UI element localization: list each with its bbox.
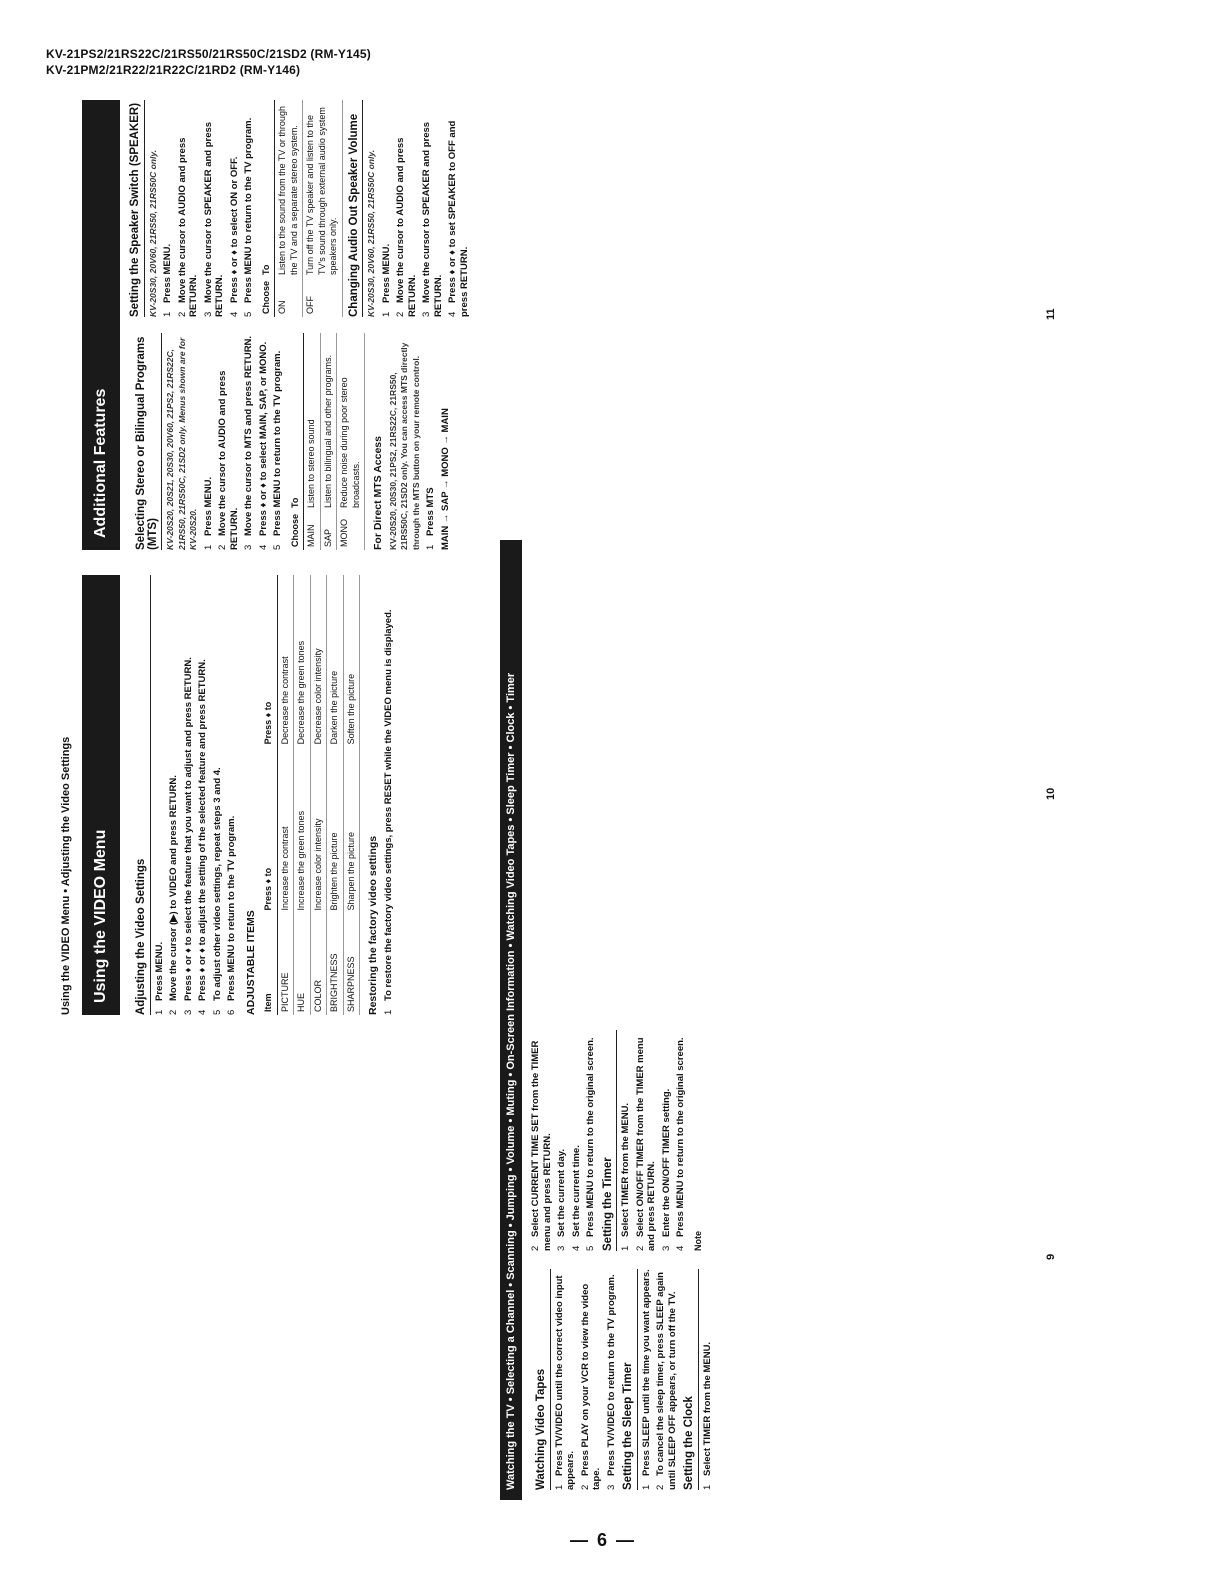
- speaker-table: [259, 100, 343, 317]
- table-header: Choose: [259, 278, 275, 317]
- table-cell: Decrease color intensity: [310, 575, 327, 747]
- table-cell: PICTURE: [277, 914, 294, 1016]
- sleep-title: Setting the Sleep Timer: [623, 1269, 638, 1490]
- table-cell: Decrease the contrast: [277, 575, 294, 747]
- restore-step-1: To restore the factory video settings, press RESET while the VIDEO menu is displayed.: [382, 609, 394, 1001]
- mts-cycle: MAIN → SAP → MONO → MAIN: [439, 408, 451, 550]
- adjustable-items-table: [261, 575, 360, 1015]
- header-line-2: KV-21PM2/21R22/21R22C/21RD2 (RM-Y146): [46, 63, 301, 77]
- page10-banner: Using the VIDEO Menu: [82, 575, 120, 1015]
- rotated-spread: [60, 90, 1060, 1500]
- table-cell: SAP: [320, 511, 337, 550]
- direct-mts-step-1: Press MTS: [425, 487, 436, 536]
- table-row: [310, 575, 327, 1015]
- volume-step-3: Move the cursor to SPEAKER and press RETURN.: [421, 121, 444, 317]
- video-step-3: Press ♦ or ♦ to select the feature that you want to adjust and press RETURN.: [182, 657, 194, 1001]
- page11-content: Selecting Stereo or Bilingual Programs (MTS) KV-20S20, 20S21, 20S30, 20V60, 21PS2, 21RS22C, 21RS50, 21RS50C, 21SD2 only. Menus shown are for KV-20S20. 1Press MENU. 2Move the cursor to AUDIO and press RETURN. 3Move the cursor to MTS and press RETURN. 4Press ♦ or ♦ to select MAIN, SAP, or MONO. 5Press MENU to return to the TV program. Choose To MAIN Listen to stereo sound SAP Listen to bilingual and other programs. MONO Reduce noise during poor stereo broadcasts. For Direct MTS Access KV-20S20, 20S30, 21PS2, 21RS22C, 21RS50, 21RS50C, 21SD2 only. You can access MTS directly through the MTS button on your remote control. 1Press MTS MAIN → SAP → MONO → MAIN Setting the Speaker Switch (SPEAKER) KV-20S30, 20V60, 21RS50, 21RS50C only. 1Press MENU. 2Move the cursor to AUDIO and press RETURN. 3Move the cursor to SPEAKER and press RETURN. 4Press ♦ or ♦ to select ON or OFF. 5Press MENU to return to the TV program. Choose To ON Listen to the sound from the TV or through the TV and a separate stereo system. OFF Turn off the TV speaker and listen to the TV's sound through external audio system speakers only. Changing Audio Out Speaker Volume KV-20S30, 20V60, 21RS50, 21RS50C only. 1Press MENU. 2Move the cursor to AUDIO and press RETURN. 3Move the cursor to SPEAKER and press RETURN. 4Press ♦ or ♦ to set SPEAKER to OFF and press RETURN.: [130, 100, 1030, 550]
- table-row: [277, 575, 294, 1015]
- table-row: [320, 333, 337, 550]
- table-row: [327, 575, 344, 1015]
- page10-breadcrumb: Using the VIDEO Menu • Adjusting the Video Settings: [60, 736, 72, 1015]
- table-header: To: [259, 100, 275, 278]
- clock-step-5: Press MENU to return to the original screen.: [585, 1037, 596, 1237]
- table-header: To: [288, 333, 304, 511]
- tapes-step-3: Press TV/VIDEO to return to the TV program.: [605, 1274, 617, 1476]
- page10-number: 10: [1045, 787, 1057, 800]
- table-cell: Listen to the sound from the TV or through the TV and a separate stereo system.: [275, 100, 303, 278]
- table-header: Press ♦ to: [261, 747, 277, 913]
- video-step-5: To adjust other video settings, repeat steps 3 and 4.: [211, 767, 223, 1001]
- mts-step-1: Press MENU.: [202, 476, 214, 536]
- table-cell: Soften the picture: [343, 575, 360, 747]
- video-step-1: Press MENU.: [153, 941, 165, 1001]
- table-cell: Turn off the TV speaker and listen to the TV's sound through external audio system speakers only.: [303, 100, 343, 278]
- timer-step-4: Press MENU to return to the original screen.: [675, 1037, 686, 1237]
- table-row: [294, 575, 311, 1015]
- timer-step-1: Select TIMER from the MENU.: [620, 1102, 631, 1237]
- table-row: [275, 100, 303, 317]
- clock-title: Setting the Clock: [684, 1269, 699, 1490]
- mts-step-5: Press MENU to return to the TV program.: [272, 350, 283, 536]
- speaker-models: KV-20S30, 20V60, 21RS50, 21RS50C only.: [147, 149, 158, 317]
- volume-step-1: Press MENU.: [380, 243, 392, 303]
- table-cell: BRIGHTNESS: [327, 914, 344, 1016]
- header-line-1: KV-21PS2/21RS22C/21RS50/21RS50C/21SD2 (RM-Y145): [46, 47, 371, 61]
- page-footer: — 6 —: [570, 1530, 637, 1550]
- speaker-step-2: Move the cursor to AUDIO and press RETURN.: [176, 137, 199, 317]
- page9-note: Note: [692, 1231, 703, 1251]
- table-cell: Decrease the green tones: [294, 575, 311, 747]
- page9-content: Watching Video Tapes 1Press TV/VIDEO until the correct video input appears. 2Press PLAY on your VCR to view the video tape. 3Press TV/VIDEO to return to the TV program. Setting the Sleep Timer 1Press SLEEP until the time you want appears. 2To cancel the sleep timer, press SLEEP again until SLEEP OFF appears, or turn off the TV. Setting the Clock 1Select TIMER from the MENU. 2Select CURRENT TIME SET from the TIMER menu and press RETURN. 3Set the current day. 4Set the current time. 5Press MENU to return to the original screen. Setting the Timer 1Select TIMER from the MENU. 2Select ON/OFF TIMER from the TIMER menu and press RETURN. 3Enter the ON/OFF TIMER setting. 4Press MENU to return to the original screen. Note: [530, 1030, 1050, 1490]
- table-header: Press ♦ to: [261, 575, 277, 747]
- table-header: Choose: [288, 511, 304, 550]
- volume-step-4: Press ♦ or ♦ to set SPEAKER to OFF and press RETURN.: [447, 120, 470, 317]
- timer-step-2: Select ON/OFF TIMER from the TIMER menu and press RETURN.: [634, 1037, 657, 1251]
- table-cell: Brighten the picture: [327, 747, 344, 913]
- clock-step-2: Select CURRENT TIME SET from the TIMER menu and press RETURN.: [530, 1040, 553, 1251]
- direct-mts-models: KV-20S20, 20S30, 21PS2, 21RS22C, 21RS50, 21RS50C, 21SD2 only. You can access MTS directly through the MTS button on your remote control.: [387, 342, 421, 550]
- clock-step-4: Set the current time.: [570, 1145, 582, 1237]
- mts-step-2: Move the cursor to AUDIO and press RETURN.: [217, 370, 240, 550]
- table-cell: Reduce noise during poor stereo broadcasts.: [337, 333, 365, 511]
- clock-step-3: Set the current day.: [556, 1149, 567, 1237]
- sleep-step-1: Press SLEEP until the time you want appears.: [640, 1269, 652, 1476]
- table-row: [304, 333, 321, 550]
- mts-title: Selecting Stereo or Bilingual Programs (MTS): [136, 333, 162, 550]
- table-cell: ON: [275, 278, 303, 317]
- table-cell: SHARPNESS: [343, 914, 360, 1016]
- timer-title: Setting the Timer: [603, 1030, 618, 1251]
- mts-step-3: Move the cursor to MTS and press RETURN.: [243, 335, 254, 536]
- document-header: [46, 46, 371, 78]
- direct-mts-title: For Direct MTS Access: [372, 436, 384, 550]
- table-cell: OFF: [303, 278, 343, 317]
- page9-number: 9: [1045, 1253, 1057, 1260]
- table-cell: Increase the contrast: [277, 747, 294, 913]
- table-cell: Listen to stereo sound: [304, 333, 321, 511]
- speaker-step-3: Move the cursor to SPEAKER and press RETURN.: [202, 121, 225, 317]
- table-cell: MONO: [337, 511, 365, 550]
- tapes-step-1: Press TV/VIDEO until the correct video input appears.: [553, 1275, 576, 1490]
- table-cell: Listen to bilingual and other programs.: [320, 333, 337, 511]
- video-step-2: Move the cursor (▶) to VIDEO and press RETURN.: [168, 775, 179, 1001]
- video-step-6: Press MENU to return to the TV program.: [226, 815, 237, 1001]
- table-cell: COLOR: [310, 914, 327, 1016]
- mts-table: [288, 333, 366, 550]
- table-cell: MAIN: [304, 511, 321, 550]
- table-cell: Increase color intensity: [310, 747, 327, 913]
- speaker-step-1: Press MENU.: [162, 243, 173, 303]
- tapes-step-2: Press PLAY on your VCR to view the video tape.: [579, 1283, 602, 1490]
- table-cell: HUE: [294, 914, 311, 1016]
- mts-models: KV-20S20, 20S21, 20S30, 20V60, 21PS2, 21RS22C, 21RS50, 21RS50C, 21SD2 only. Menus shown are for KV-20S20.: [165, 337, 198, 550]
- table-cell: Increase the green tones: [294, 747, 311, 913]
- tapes-title: Watching Video Tapes: [536, 1269, 551, 1490]
- clock-step-1: Select TIMER from the MENU.: [701, 1341, 713, 1476]
- timer-step-3: Enter the ON/OFF TIMER setting.: [660, 1088, 672, 1237]
- video-adjust-title: Adjusting the Video Settings: [136, 575, 151, 1015]
- table-row: [303, 100, 343, 317]
- page11-number: 11: [1045, 308, 1057, 320]
- volume-title: Changing Audio Out Speaker Volume: [349, 100, 364, 317]
- table-row: [343, 575, 360, 1015]
- adjustable-items-title: ADJUSTABLE ITEMS: [244, 910, 257, 1015]
- restore-title: Restoring the factory video settings: [367, 835, 379, 1015]
- speaker-title: Setting the Speaker Switch (SPEAKER): [130, 100, 145, 317]
- table-header: Item: [261, 914, 277, 1016]
- page11-banner: Additional Features: [82, 100, 120, 550]
- speaker-step-5: Press MENU to return to the TV program.: [243, 117, 254, 303]
- table-cell: Sharpen the picture: [343, 747, 360, 913]
- volume-models: KV-20S30, 20V60, 21RS50, 21RS50C only.: [366, 149, 376, 317]
- volume-step-2: Move the cursor to AUDIO and press RETURN.: [395, 137, 418, 317]
- table-row: [337, 333, 365, 550]
- table-cell: Darken the picture: [327, 575, 344, 747]
- page10-content: Adjusting the Video Settings 1Press MENU. 2Move the cursor (▶) to VIDEO and press RETURN. 3Press ♦ or ♦ to select the feature that you want to adjust and press RETURN. 4Press ♦ or ♦ to adjust the setting of the selected feature and press RETURN. 5To adjust other video settings, repeat steps 3 and 4. 6Press MENU to return to the TV program. ADJUSTABLE ITEMS Item Press ♦ to Press ♦ to PICTURE Increase the contrast Decrease the contrast HUE Increase the green tones Decrease the green tones COLOR Increase color intensity Decrease color intensity BRIGHTNESS Brighten the picture Darken the picture SHARPNESS Sharpen the picture Soften the picture Restoring the factory video settings 1To restore the factory video settings, press RESET while the VIDEO menu is displayed.: [130, 575, 397, 1015]
- mts-step-4: Press ♦ or ♦ to select MAIN, SAP, or MONO.: [257, 341, 269, 536]
- sleep-step-2: To cancel the sleep timer, press SLEEP again until SLEEP OFF appears, or turn off the TV.: [655, 1272, 678, 1490]
- video-step-4: Press ♦ or ♦ to adjust the setting of the selected feature and press RETURN.: [197, 659, 208, 1001]
- page9-nav-bar: Watching the TV • Selecting a Channel • Scanning • Jumping • Volume • Muting • On-Screen Information • Watching Video Tapes • Sleep Timer • Clock • Timer: [500, 540, 522, 1500]
- speaker-step-4: Press ♦ or ♦ to select ON or OFF.: [228, 156, 240, 303]
